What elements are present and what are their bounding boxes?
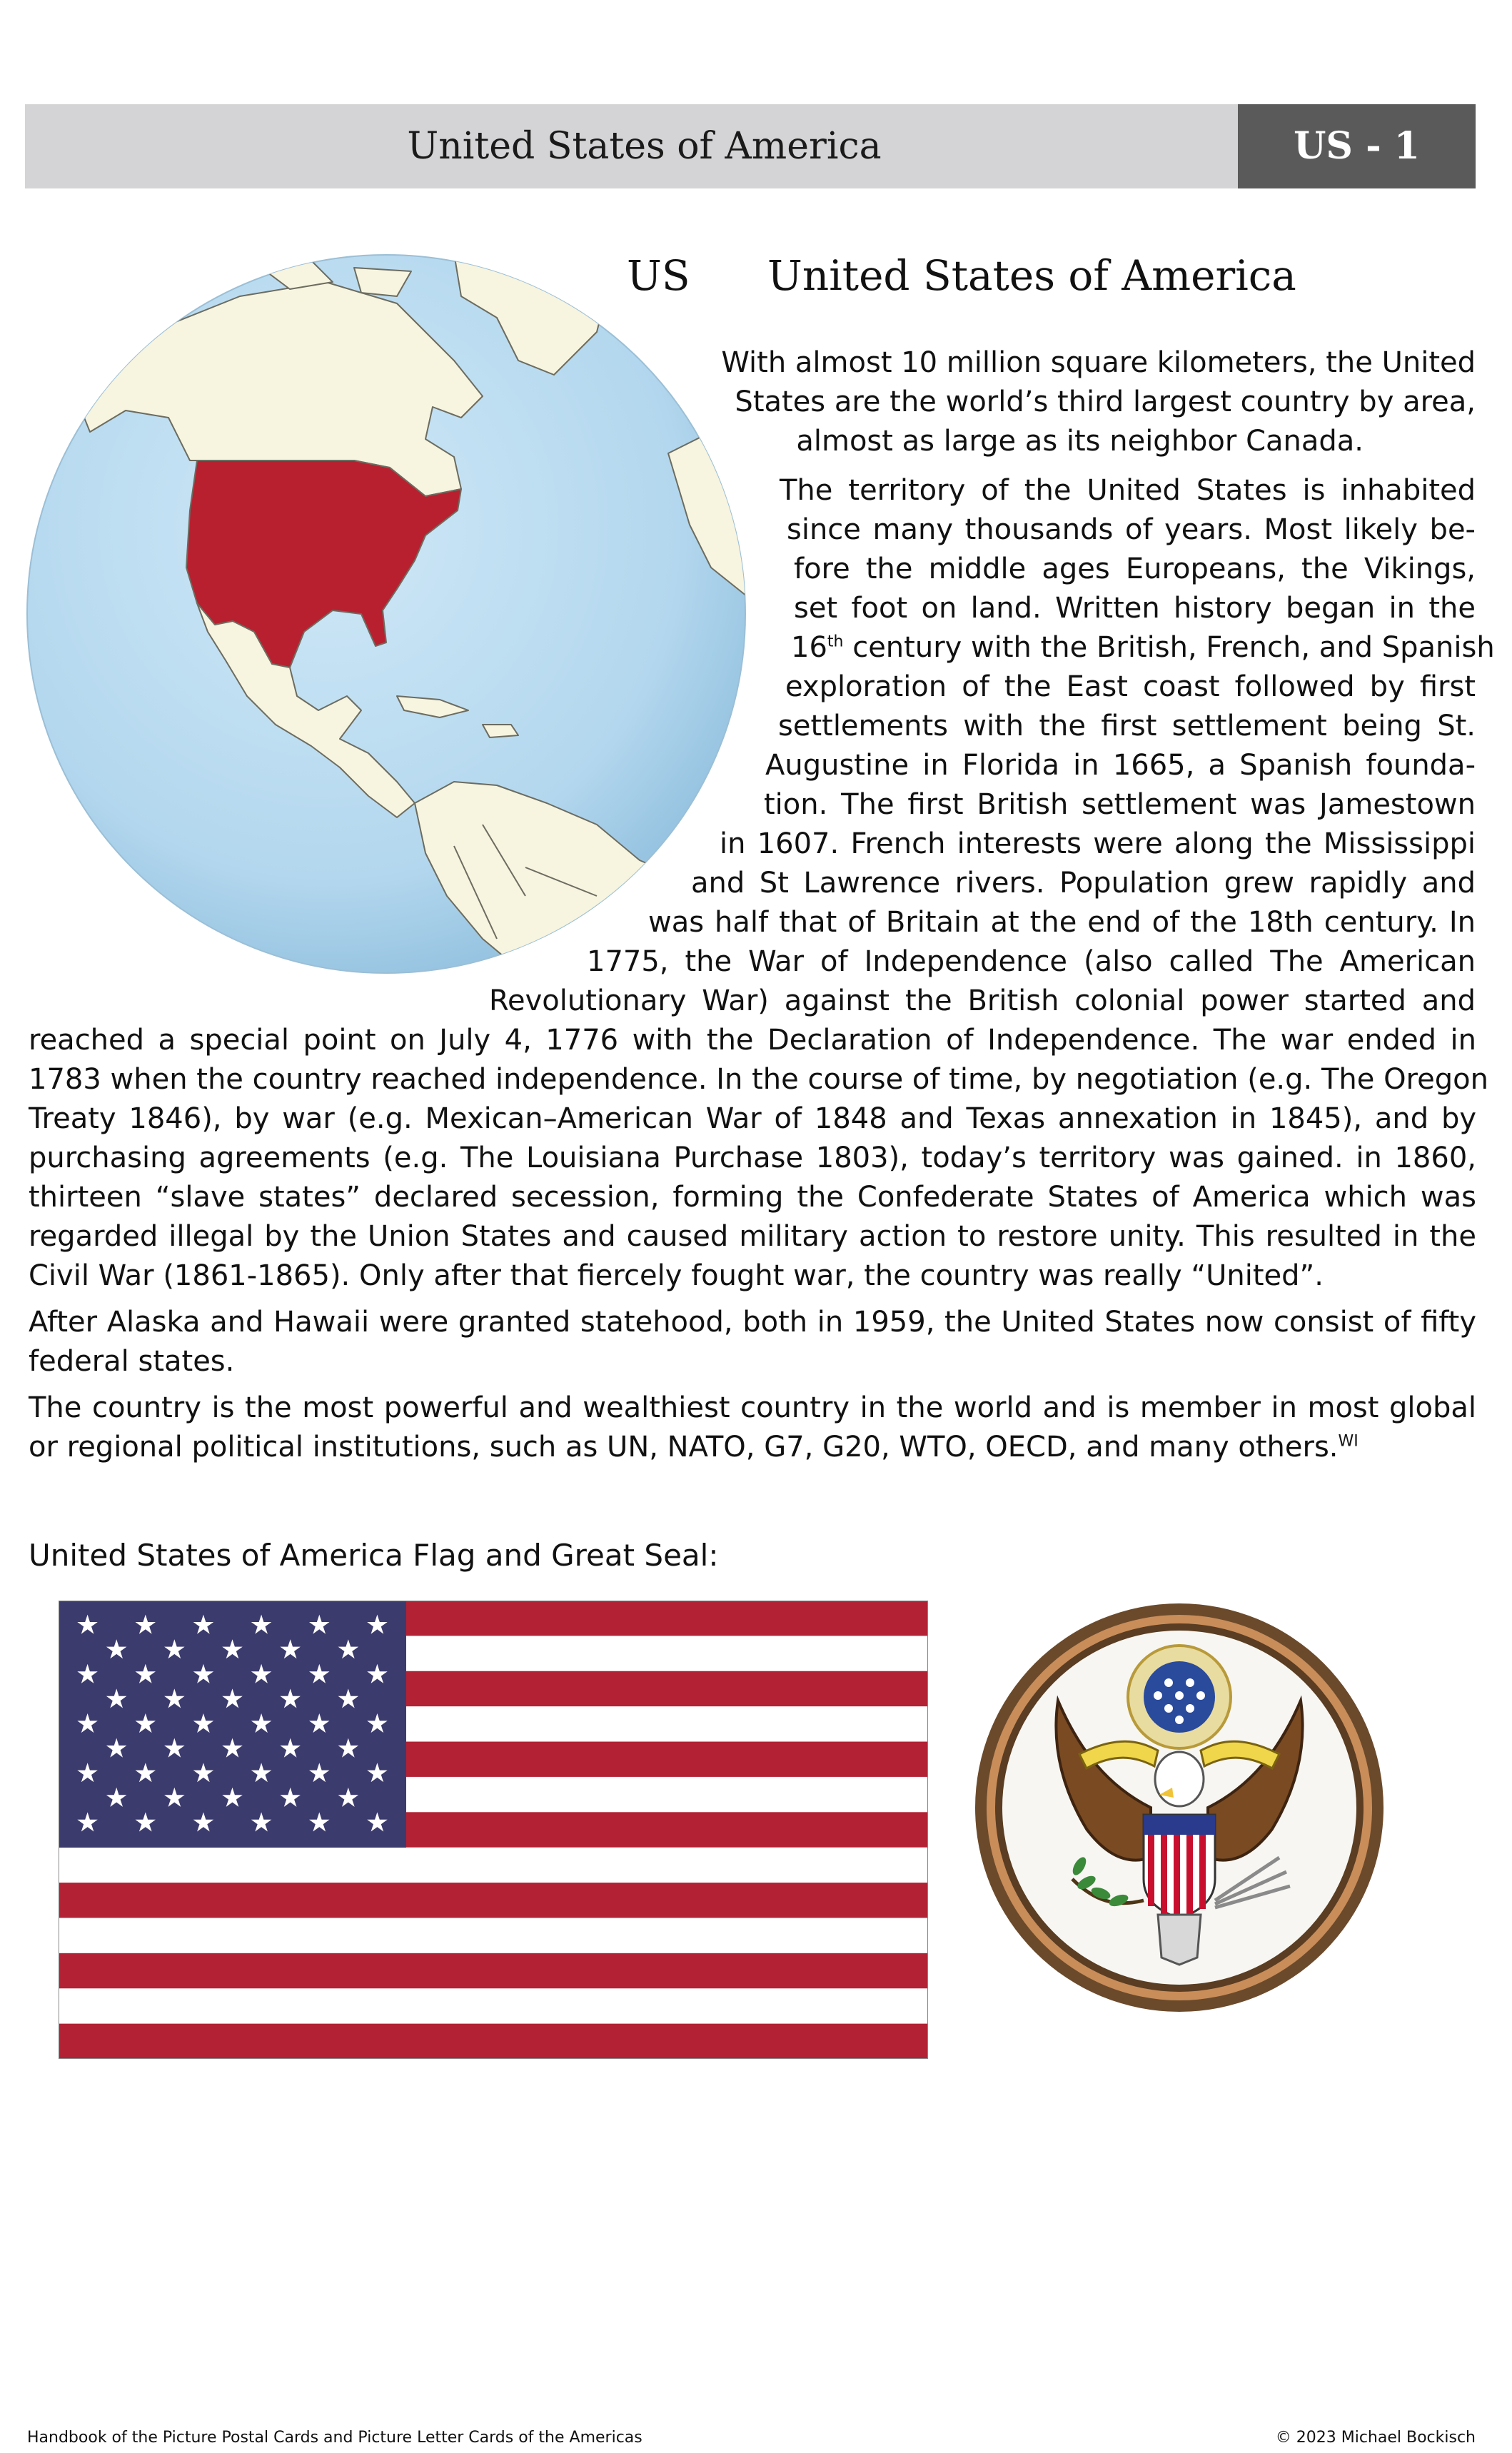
history-line: and St Lawrence rivers. Population grew rapidly and [691, 867, 1476, 900]
history-line: set foot on land. Written history began in the [794, 592, 1476, 625]
history-line-number: 16 [791, 631, 827, 664]
us-flag-image [59, 1601, 928, 2059]
history-line [791, 628, 1495, 668]
history-line: in 1607. French interests were along the Mississippi [720, 827, 1476, 860]
body-line: Treaty 1846), by war (e.g. Mexican–American War of 1848 and Texas annexation in 1845), and by [29, 1102, 1476, 1135]
body-line: regarded illegal by the Union States and caused military action to restore unity. This resulted in the [29, 1220, 1476, 1253]
intro-line: With almost 10 million square kilometers, the United [721, 346, 1476, 379]
body-line: 1783 when the country reached independence. In the course of time, by negotiation (e.g. The Oregon [29, 1063, 1488, 1096]
footer-left: Handbook of the Picture Postal Cards and Picture Letter Cards of the Americas [27, 2429, 642, 2447]
alaska-line: federal states. [29, 1345, 235, 1378]
footer-right: © 2023 Michael Bockisch [1275, 2429, 1476, 2447]
history-line: since many thousands of years. Most likely be- [787, 513, 1476, 546]
history-line: exploration of the East coast followed by first [785, 670, 1476, 703]
body-line: Civil War (1861-1865). Only after that fiercely fought war, the country was really “United”. [29, 1259, 1324, 1292]
alaska-line: After Alaska and Hawaii were granted statehood, both in 1959, the United States now consist of fifty [29, 1306, 1476, 1339]
power-line-text: or regional political institutions, such as UN, NATO, G7, G20, WTO, OECD, and many others. [29, 1431, 1339, 1464]
power-line: The country is the most powerful and wealthiest country in the world and is member in most global [29, 1391, 1476, 1424]
flag-seal-caption: United States of America Flag and Great Seal: [29, 1538, 719, 1573]
page-code-badge: US - 1 [1238, 104, 1476, 188]
history-line: fore the middle ages Europeans, the Vikings, [794, 553, 1476, 585]
header-bar [25, 104, 1476, 188]
globe-map [26, 253, 747, 974]
intro-line: almost as large as its neighbor Canada. [796, 425, 1364, 458]
country-code: US [627, 251, 690, 300]
history-line: was half that of Britain at the end of the 18th century. In [648, 906, 1476, 939]
history-line: Revolutionary War) against the British colonial power started and [489, 984, 1476, 1017]
history-line: The territory of the United States is inhabited [780, 474, 1476, 507]
history-line: Augustine in Florida in 1665, a Spanish founda- [765, 749, 1476, 782]
country-title: United States of America [767, 251, 1296, 300]
history-line: tion. The first British settlement was Jamestown [764, 788, 1476, 821]
intro-line: States are the world’s third largest country by area, [735, 386, 1476, 418]
header-title: United States of America [407, 125, 882, 168]
great-seal-image [972, 1601, 1386, 2015]
history-line-text: century with the British, French, and Spanish [852, 631, 1495, 664]
superscript-th: th [827, 633, 844, 651]
body-line: purchasing agreements (e.g. The Louisiana Purchase 1803), today’s territory was gained. in 1860, [29, 1142, 1476, 1174]
body-line: reached a special point on July 4, 1776 with the Declaration of Independence. The war ended in [29, 1024, 1476, 1057]
superscript-wi: WI [1338, 1432, 1359, 1451]
body-line: thirteen “slave states” declared secession, forming the Confederate States of America which was [29, 1181, 1476, 1214]
history-line: 1775, the War of Independence (also called The American [587, 945, 1476, 978]
history-line: settlements with the first settlement being St. [778, 710, 1476, 742]
power-line [29, 1428, 1476, 1467]
